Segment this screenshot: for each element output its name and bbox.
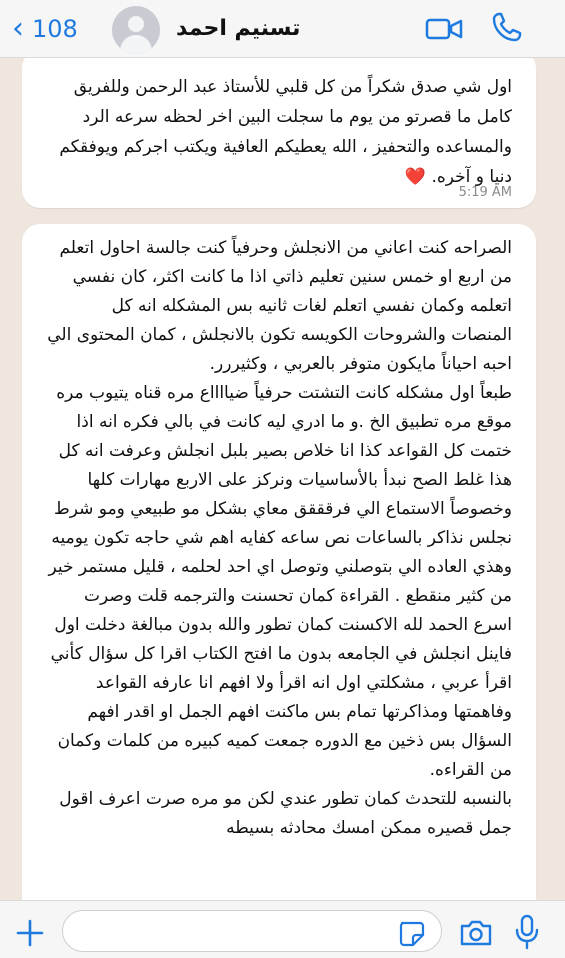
microphone-icon[interactable] (512, 913, 542, 951)
chat-area[interactable] (0, 58, 565, 900)
avatar[interactable] (112, 6, 160, 54)
message-bubble[interactable] (22, 224, 536, 900)
message-text: اول شي صدق شكراً من كل قلبي للأستاذ عبد الرحمن وللفريق كامل ما قصرتو من يوم ما سجلت البين اخر لحظه سرعه الرد والمساعده والتحفيز ، الله يعطيكم العافية ويكتب اجركم ويوفقكم دنيا و آخره. ❤️ (59, 77, 512, 187)
avatar-body-shape (120, 35, 152, 54)
message-bubble[interactable] (22, 58, 536, 208)
phone-call-icon[interactable] (490, 10, 524, 44)
plus-icon[interactable] (14, 917, 46, 949)
chevron-left-icon: ‹ (12, 11, 24, 46)
message-time: 5:19 AM (458, 185, 512, 200)
avatar-head-shape (128, 16, 144, 32)
unread-count: 108 (32, 15, 78, 43)
message-input[interactable] (62, 910, 442, 952)
camera-icon[interactable] (458, 916, 494, 950)
message-text: الصراحه كنت اعاني من الانجلش وحرفياً كنت جالسة احاول اتعلم من اربع او خمس سنين تعليم ذاتي اذا ما كانت اكثر، كان نفسي اتعلمه وكمان نفسي اتعلم لغات ثانيه بس المشكله انه كل المنصات والشروحات الكويسه تكون بالانجلش ، كمان المحتوى الي احبه احياناً مايكون متوفر بالعربي ، وكثيررر. طبعاً اول مشكله كانت التشتت حرفياً ضيااااع مره قناه يتيوب مره موقع مره تطبيق الخ .و ما ادري ليه كانت في بالي فكره انه اذا ختمت كل القواعد كذا انا خلاص بصير بلبل انجلش وعرفت انه كل هذا غلط الصح نبدأ بالأساسيات ونركز على الاربع مهارات كلها وخصوصاً الاستماع الي فرقققق معاي بشكل مو طبيعي ومو شرط نجلس نذاكر بالساعات نص ساعه كفايه اهم شي حاجه تكون يوميه وهذي العاده الي بتوصلني وتوصل اي احد لحلمه ، قليل مستمر خير من كثير منقطع . القراءة كمان تحسنت والترجمه قلت وصرت اسرع الحمد لله الاكسنت كمان تطور والله بدون مبالغة دخلت اول فاينل انجلش في الجامعه بدون ما افتح الكتاب اقرا كل سؤال كأني اقرأ عربي ، مشكلتي اول انه اقرأ ولا افهم انا عارفه القواعد وفاهمتها ومذاكرتها تمام بس ماكنت افهم الجمل او اقدر افهم السؤال بس ذخين مع الدوره جمعت كميه كبيره من كلمات وكمان من القراءه. بالنسبه للتحدث كمان تطور عندي لكن مو مره صرت اعرف اقول جمل قصيره ممكن امسك محادثه بسيطه (47, 238, 512, 838)
chat-header (0, 0, 565, 58)
composer-bar (0, 900, 565, 958)
video-call-icon[interactable] (425, 14, 465, 44)
contact-name[interactable]: تسنيم احمد (176, 15, 301, 41)
sticker-icon[interactable] (395, 917, 427, 949)
back-button[interactable] (12, 12, 78, 46)
